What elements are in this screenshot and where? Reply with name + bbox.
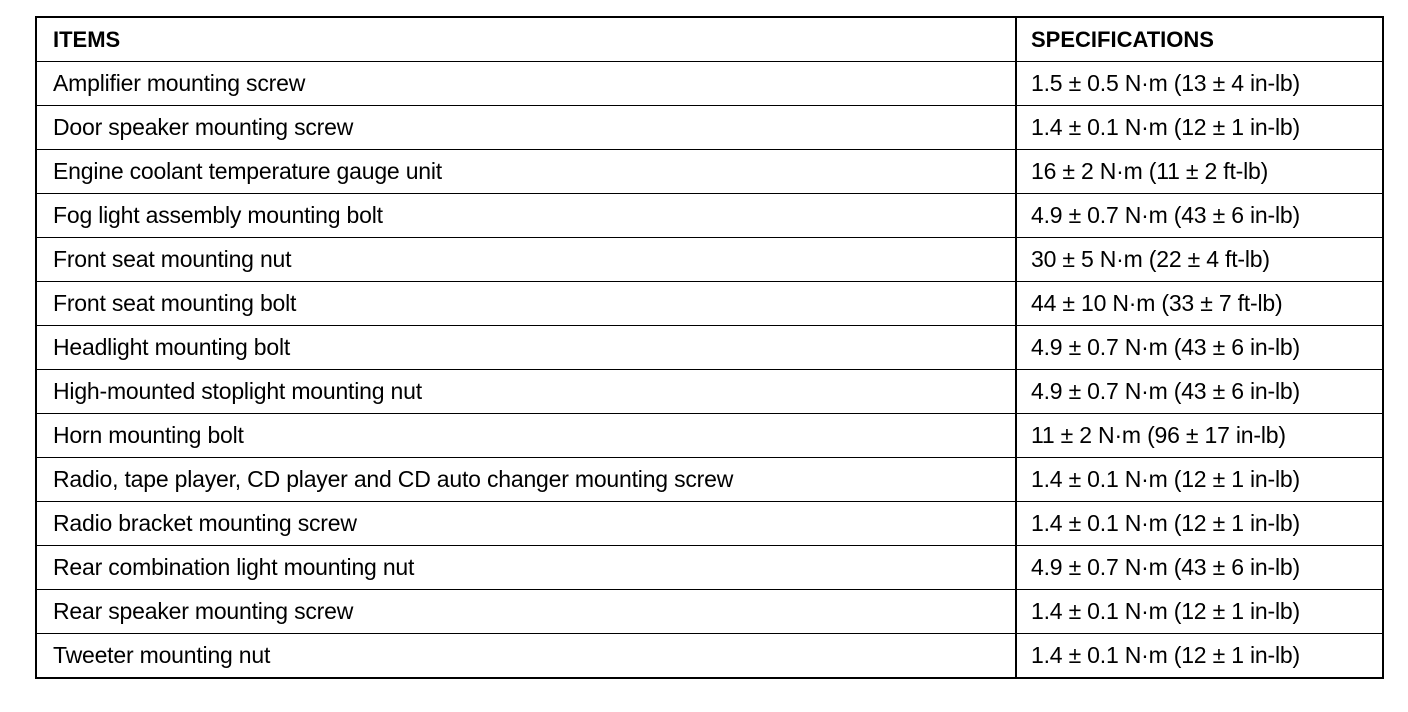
item-cell: Radio bracket mounting screw xyxy=(36,502,1016,546)
item-cell: Radio, tape player, CD player and CD auto changer mounting screw xyxy=(36,458,1016,502)
spec-cell: 1.5 ± 0.5 N·m (13 ± 4 in-lb) xyxy=(1016,62,1383,106)
spec-cell: 1.4 ± 0.1 N·m (12 ± 1 in-lb) xyxy=(1016,458,1383,502)
item-cell: Door speaker mounting screw xyxy=(36,106,1016,150)
table-header-row xyxy=(36,17,1383,62)
spec-cell: 16 ± 2 N·m (11 ± 2 ft-lb) xyxy=(1016,150,1383,194)
item-cell: Fog light assembly mounting bolt xyxy=(36,194,1016,238)
item-cell: Engine coolant temperature gauge unit xyxy=(36,150,1016,194)
item-cell: Amplifier mounting screw xyxy=(36,62,1016,106)
table-row xyxy=(36,590,1383,634)
items-column-header: ITEMS xyxy=(36,17,1016,62)
item-cell: Headlight mounting bolt xyxy=(36,326,1016,370)
spec-cell: 4.9 ± 0.7 N·m (43 ± 6 in-lb) xyxy=(1016,194,1383,238)
spec-cell: 1.4 ± 0.1 N·m (12 ± 1 in-lb) xyxy=(1016,634,1383,679)
item-cell: Rear speaker mounting screw xyxy=(36,590,1016,634)
spec-cell: 30 ± 5 N·m (22 ± 4 ft-lb) xyxy=(1016,238,1383,282)
table-row xyxy=(36,194,1383,238)
table-row xyxy=(36,62,1383,106)
item-cell: High-mounted stoplight mounting nut xyxy=(36,370,1016,414)
table-row xyxy=(36,546,1383,590)
table-row xyxy=(36,326,1383,370)
spec-cell: 4.9 ± 0.7 N·m (43 ± 6 in-lb) xyxy=(1016,326,1383,370)
item-cell: Rear combination light mounting nut xyxy=(36,546,1016,590)
item-cell: Horn mounting bolt xyxy=(36,414,1016,458)
table-row xyxy=(36,282,1383,326)
table-row xyxy=(36,634,1383,679)
spec-cell: 1.4 ± 0.1 N·m (12 ± 1 in-lb) xyxy=(1016,502,1383,546)
spec-cell: 4.9 ± 0.7 N·m (43 ± 6 in-lb) xyxy=(1016,370,1383,414)
item-cell: Tweeter mounting nut xyxy=(36,634,1016,679)
item-cell: Front seat mounting bolt xyxy=(36,282,1016,326)
spec-cell: 44 ± 10 N·m (33 ± 7 ft-lb) xyxy=(1016,282,1383,326)
spec-cell: 4.9 ± 0.7 N·m (43 ± 6 in-lb) xyxy=(1016,546,1383,590)
spec-cell: 11 ± 2 N·m (96 ± 17 in-lb) xyxy=(1016,414,1383,458)
table-row xyxy=(36,414,1383,458)
spec-cell: 1.4 ± 0.1 N·m (12 ± 1 in-lb) xyxy=(1016,590,1383,634)
table-row xyxy=(36,458,1383,502)
item-cell: Front seat mounting nut xyxy=(36,238,1016,282)
specifications-table xyxy=(35,16,1384,679)
table-row xyxy=(36,238,1383,282)
table-row xyxy=(36,150,1383,194)
table-row xyxy=(36,370,1383,414)
specifications-column-header: SPECIFICATIONS xyxy=(1016,17,1383,62)
table-row xyxy=(36,502,1383,546)
spec-cell: 1.4 ± 0.1 N·m (12 ± 1 in-lb) xyxy=(1016,106,1383,150)
table-row xyxy=(36,106,1383,150)
